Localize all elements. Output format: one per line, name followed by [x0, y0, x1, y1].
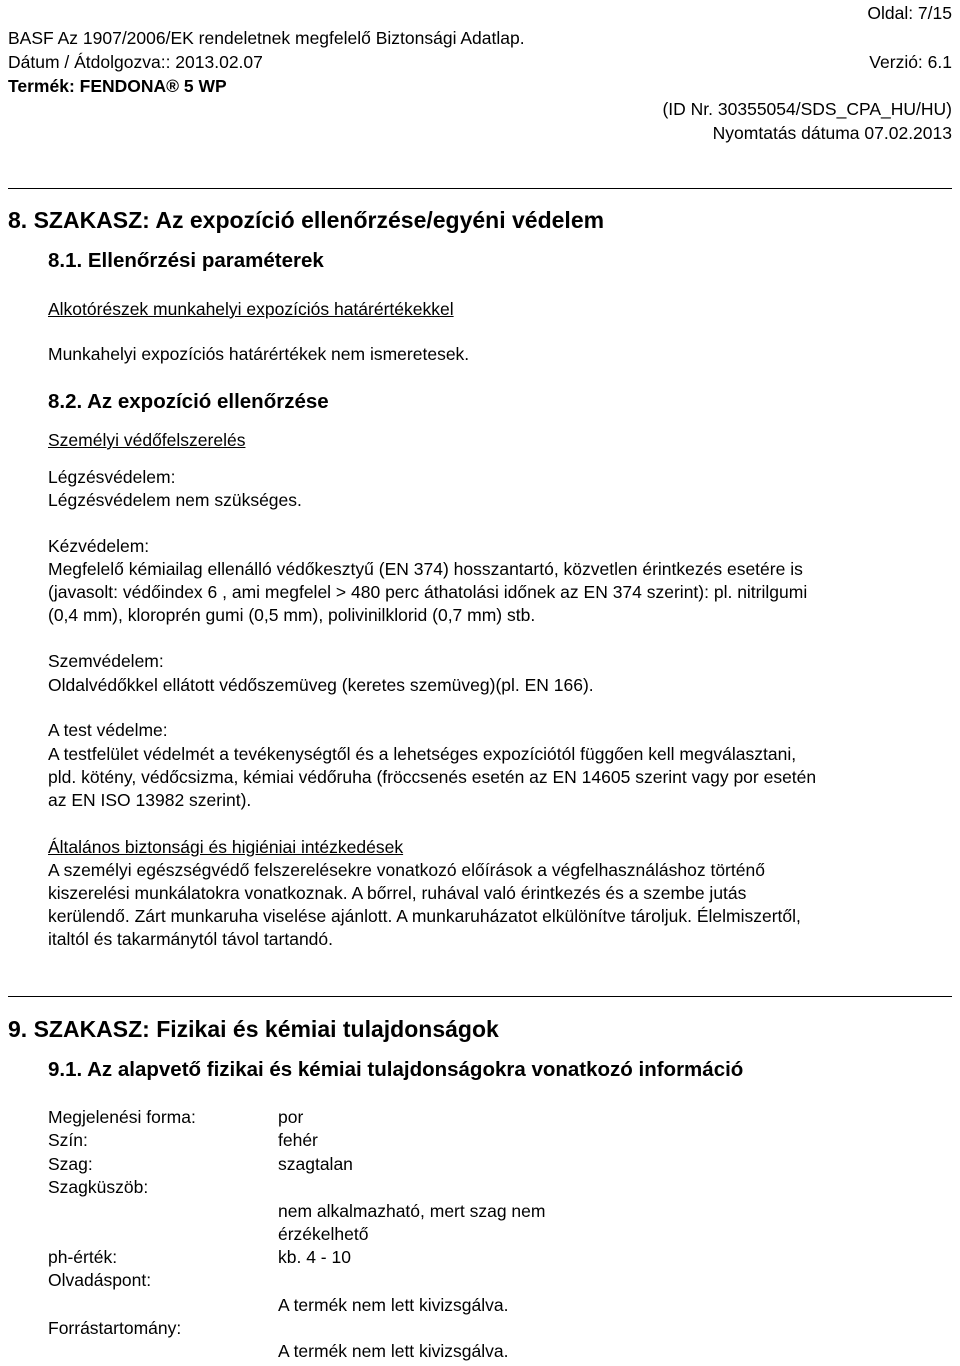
version: Verzió: 6.1: [869, 52, 952, 72]
exposure-limits-text: Munkahelyi expozíciós határértékek nem ismeretesek.: [48, 344, 470, 364]
body-protection-line: az EN ISO 13982 szerint).: [48, 790, 252, 810]
eye-protection-label: Szemvédelem:: [48, 651, 164, 671]
respiratory-label: Légzésvédelem:: [48, 467, 176, 487]
property-label: Megjelenési forma:: [48, 1107, 196, 1127]
property-label: Olvadáspont:: [48, 1270, 152, 1290]
property-value: por: [278, 1107, 304, 1127]
hygiene-line: italtól és takarmánytól távol tartandó.: [48, 929, 334, 949]
hygiene-line: kerülendő. Zárt munkaruha viselése ajánlott. A munkaruházatot elkülönítve tároljuk. Élelmiszertől,: [48, 906, 801, 926]
hygiene-heading: Általános biztonsági és higiéniai intézkedések: [48, 837, 404, 857]
hand-protection-label: Kézvédelem:: [48, 536, 150, 556]
body-protection-line: pld. kötény, védőcsizma, kémiai védőruha (fröccsenés esetén az EN 14605 szerint vagy por esetén: [48, 767, 817, 787]
property-value: kb. 4 - 10: [278, 1247, 351, 1267]
section-divider: [8, 188, 952, 189]
property-value: érzékelhető: [278, 1224, 369, 1244]
property-label: Forrástartomány:: [48, 1318, 182, 1338]
revision-date: Dátum / Átdolgozva:: 2013.02.07: [8, 52, 263, 72]
eye-protection-text: Oldalvédőkkel ellátott védőszemüveg (keretes szemüveg)(pl. EN 166).: [48, 675, 594, 695]
exposure-limits-heading: Alkotórészek munkahelyi expozíciós határértékekkel: [48, 299, 454, 319]
property-label: Szag:: [48, 1154, 93, 1174]
ppe-heading: Személyi védőfelszerelés: [48, 430, 246, 450]
property-label: ph-érték:: [48, 1247, 118, 1267]
document-title: BASF Az 1907/2006/EK rendeletnek megfelelő Biztonsági Adatlap.: [8, 28, 525, 48]
product-name: Termék: FENDONA® 5 WP: [8, 76, 227, 96]
hand-protection-line: (javasolt: védőindex 6 , ami megfelel > 480 perc áthatolási időnek az EN 374 szerint): pl. nitrilgumi: [48, 582, 808, 602]
document-id: (ID Nr. 30355054/SDS_CPA_HU/HU): [662, 99, 952, 119]
property-value: A termék nem lett kivizsgálva.: [278, 1341, 509, 1361]
page-number: Oldal: 7/15: [867, 3, 952, 23]
subsection-8-1-title: 8.1. Ellenőrzési paraméterek: [48, 249, 324, 272]
body-protection-label: A test védelme:: [48, 720, 168, 740]
hygiene-line: A személyi egészségvédő felszerelésekre vonatkozó előírások a végfelhasználáshoz történő: [48, 860, 765, 880]
hand-protection-line: (0,4 mm), kloroprén gumi (0,5 mm), polivinilklorid (0,7 mm) stb.: [48, 605, 536, 625]
subsection-8-2-title: 8.2. Az expozíció ellenőrzése: [48, 390, 329, 413]
section-8-title: 8. SZAKASZ: Az expozíció ellenőrzése/egyéni védelem: [8, 207, 605, 233]
subsection-9-1-title: 9.1. Az alapvető fizikai és kémiai tulajdonságokra vonatkozó információ: [48, 1058, 744, 1081]
property-label: Szín:: [48, 1130, 88, 1150]
hygiene-line: kiszerelési munkálatokra vonatkoznak. A bőrrel, ruhával való érintkezés és a szembe jutás: [48, 883, 747, 903]
print-date: Nyomtatás dátuma 07.02.2013: [712, 123, 952, 143]
property-label: Szagküszöb:: [48, 1177, 149, 1197]
property-value: A termék nem lett kivizsgálva.: [278, 1295, 509, 1315]
property-value: fehér: [278, 1130, 318, 1150]
body-protection-line: A testfelület védelmét a tevékenységtől és a lehetséges expozíciótól függően kell megválasztani,: [48, 744, 797, 764]
respiratory-text: Légzésvédelem nem szükséges.: [48, 490, 302, 510]
property-value: nem alkalmazható, mert szag nem: [278, 1201, 546, 1221]
section-9-title: 9. SZAKASZ: Fizikai és kémiai tulajdonságok: [8, 1016, 499, 1042]
section-divider: [8, 996, 952, 997]
property-value: szagtalan: [278, 1154, 353, 1174]
hand-protection-line: Megfelelő kémiailag ellenálló védőkesztyű (EN 374) hosszantartó, közvetlen érintkezés esetére is: [48, 559, 803, 579]
